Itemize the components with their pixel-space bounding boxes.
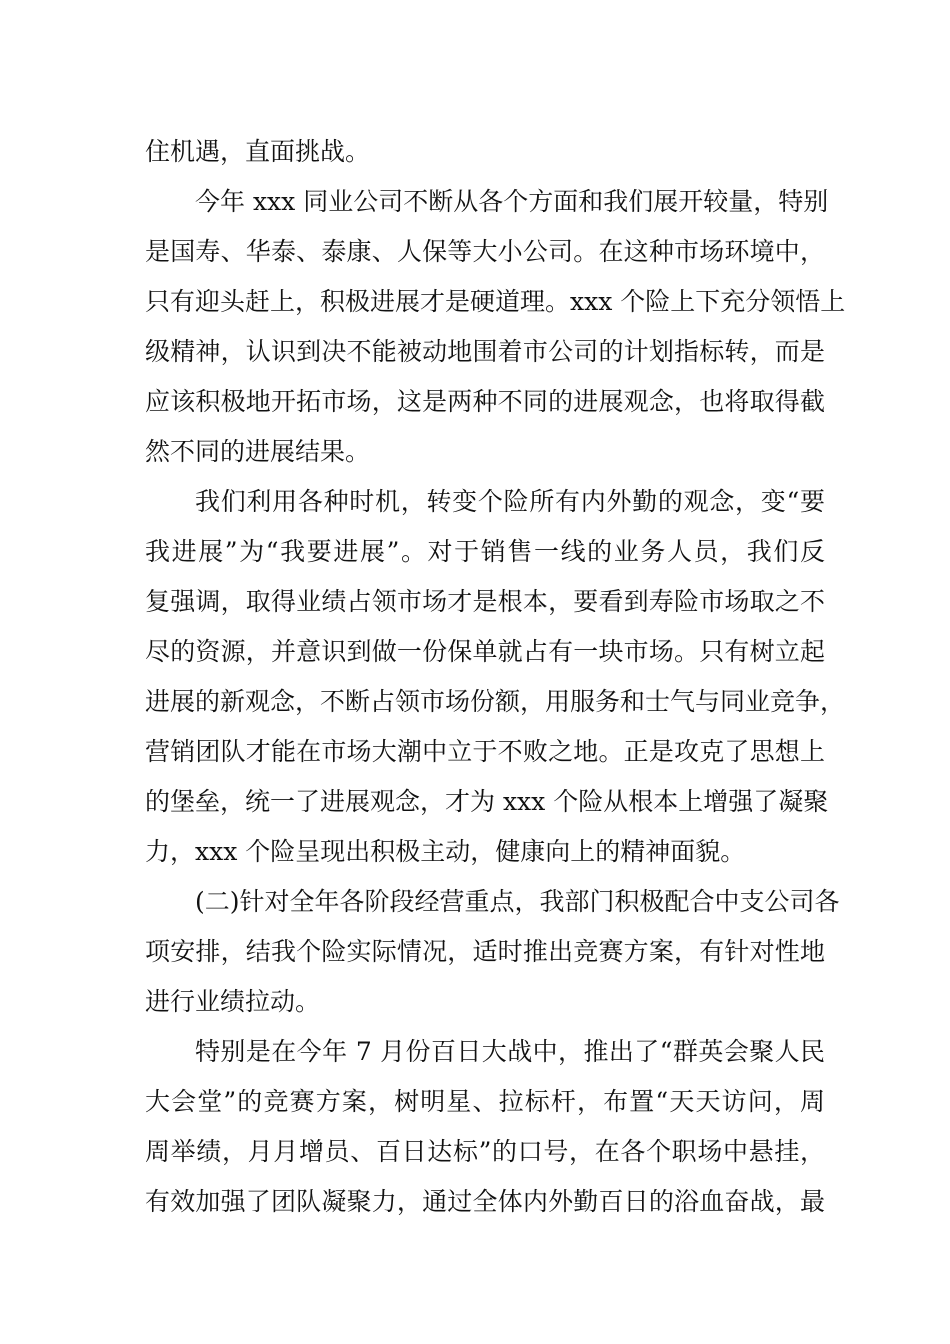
text-line: 今年 xxx 同业公司不断从各个方面和我们展开较量，特别: [195, 187, 829, 216]
text-line: 住机遇，直面挑战。: [145, 137, 371, 166]
text-line: 进行业绩拉动。: [145, 987, 321, 1016]
text-line: 项安排，结我个险实际情况，适时推出竞赛方案，有针对性地: [145, 937, 825, 966]
text-line: 我们利用各种时机，转变个险所有内外勤的观念，变“要: [195, 487, 825, 516]
text-line: (二)针对全年各阶段经营重点，我部门积极配合中支公司各: [195, 887, 840, 916]
text-line: 然不同的进展结果。: [145, 437, 371, 466]
text-line: 应该积极地开拓市场，这是两种不同的进展观念，也将取得截: [145, 387, 825, 416]
text-line: 力，xxx 个险呈现出积极主动，健康向上的精神面貌。: [145, 837, 746, 866]
text-line: 周举绩，月月增员、百日达标”的口号，在各个职场中悬挂，: [145, 1137, 825, 1166]
text-line: 级精神，认识到决不能被动地围着市公司的计划指标转，而是: [145, 337, 825, 366]
text-line: 我进展”为“我要进展”。对于销售一线的业务人员，我们反: [145, 537, 825, 566]
text-line: 的堡垒，统一了进展观念，才为 xxx 个险从根本上增强了凝聚: [145, 787, 829, 816]
document-body: [145, 127, 846, 1227]
text-line: 是国寿、华泰、泰康、人保等大小公司。在这种市场环境中，: [145, 237, 825, 266]
text-line: 进展的新观念，不断占领市场份额，用服务和士气与同业竞争，: [145, 687, 846, 716]
text-line: 大会堂”的竞赛方案，树明星、拉标杆，布置“天天访问，周: [145, 1087, 825, 1116]
text-line: 营销团队才能在市场大潮中立于不败之地。正是攻克了思想上: [145, 737, 825, 766]
text-line: 只有迎头赶上，积极进展才是硬道理。xxx 个险上下充分领悟上: [145, 287, 846, 316]
text-line: 有效加强了团队凝聚力，通过全体内外勤百日的浴血奋战，最: [145, 1187, 825, 1216]
text-line: 特别是在今年 7 月份百日大战中，推出了“群英会聚人民: [195, 1037, 825, 1066]
text-line: 复强调，取得业绩占领市场才是根本，要看到寿险市场取之不: [145, 587, 825, 616]
text-line: 尽的资源，并意识到做一份保单就占有一块市场。只有树立起: [145, 637, 825, 666]
